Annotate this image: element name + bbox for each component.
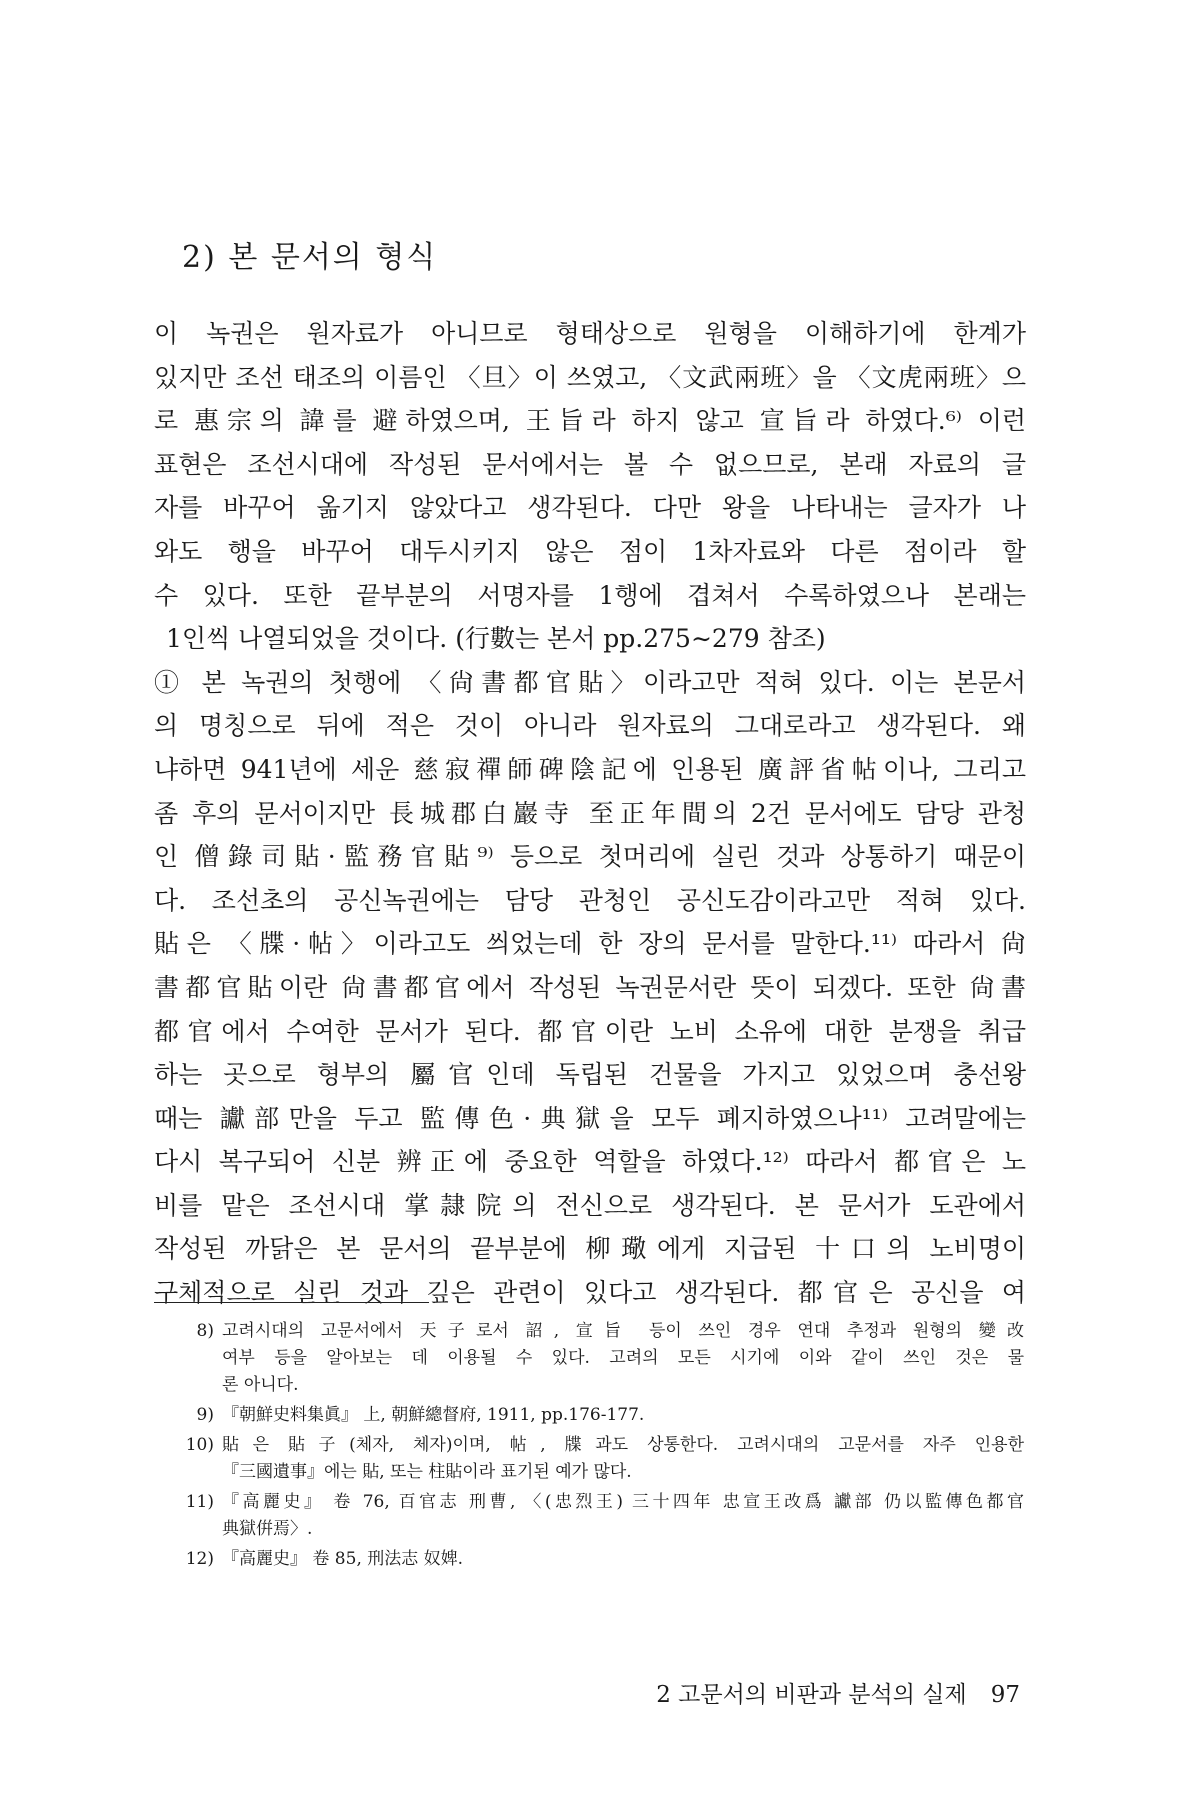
body-line: 구체적으로 실린 것과 깊은 관련이 있다고 생각된다. 都官은 공신을 여 — [154, 1278, 1026, 1308]
body-line: 비를 맡은 조선시대 掌隷院의 전신으로 생각된다. 본 문서가 도관에서 — [154, 1190, 1026, 1220]
body-text — [154, 312, 1026, 1315]
footnote-line: 『三國遺事』에는 貼, 또는 柱貼이라 표기된 예가 많다. — [222, 1462, 632, 1482]
footnote — [174, 1432, 1024, 1486]
footnote-number: 9) — [196, 1405, 214, 1425]
footnote-divider — [154, 1302, 429, 1303]
footnote-line: 『高麗史』 卷 85, 刑法志 奴婢. — [222, 1549, 464, 1569]
footnote-number: 12) — [185, 1549, 214, 1569]
footnote — [174, 1489, 1024, 1543]
body-line: 표현은 조선시대에 작성된 문서에서는 볼 수 없으므로, 본래 자료의 글 — [154, 449, 1026, 479]
body-line: 좀 후의 문서이지만 長城郡白巖寺 至正年間의 2건 문서에도 담당 관청 — [154, 798, 1026, 828]
footnote-line: 『朝鮮史料集眞』 上, 朝鮮總督府, 1911, pp.176-177. — [222, 1405, 645, 1425]
footnote — [174, 1402, 1024, 1429]
footnote — [174, 1318, 1024, 1399]
body-line: 하는 곳으로 형부의 屬官인데 독립된 건물을 가지고 있었으며 충선왕 — [154, 1060, 1026, 1090]
body-line: 다시 복구되어 신분 辨正에 중요한 역할을 하였다.¹²⁾ 따라서 都官은 노 — [154, 1147, 1026, 1177]
body-line: 있지만 조선 태조의 이름인 〈旦〉이 쓰였고, 〈文武兩班〉을 〈文虎兩班〉으 — [154, 362, 1026, 392]
footnote — [174, 1546, 1024, 1573]
footnote-line: 론 아니다. — [222, 1375, 299, 1395]
body-line: 작성된 까닭은 본 문서의 끝부분에 柳璥에게 지급된 十口의 노비명이 — [154, 1234, 1026, 1264]
body-line: 1인씩 나열되었을 것이다. (行數는 본서 pp.275∼279 참조) — [166, 624, 826, 654]
body-line: 수 있다. 또한 끝부분의 서명자를 1행에 겹쳐서 수록하였으나 본래는 — [154, 580, 1026, 610]
body-line: 다. 조선초의 공신녹권에는 담당 관청인 공신도감이라고만 적혀 있다. — [154, 885, 1026, 915]
footnote-line: 여부 등을 알아보는 데 이용될 수 있다. 고려의 모든 시기에 이와 같이 쓰인 것은 물 — [222, 1348, 1024, 1368]
body-line: 와도 행을 바꾸어 대두시키지 않은 점이 1차자료와 다른 점이라 할 — [154, 536, 1026, 566]
body-line: 이 녹권은 원자료가 아니므로 형태상으로 원형을 이해하기에 한계가 — [154, 319, 1026, 348]
page-number: 97 — [990, 1682, 1020, 1708]
body-line: 로 惠宗의 諱를 避하였으며, 王旨라 하지 않고 宣旨라 하였다.⁶⁾ 이런 — [154, 406, 1026, 436]
body-line: 냐하면 941년에 세운 慈寂禪師碑陰記에 인용된 廣評省帖이나, 그리고 — [154, 754, 1026, 784]
footnote-line: 典獄倂焉〉. — [222, 1519, 313, 1539]
footnote-line: 『高麗史』 卷 76, 百官志 刑曹, 〈(忠烈王) 三十四年 忠宣王改爲 讞部 仍以監傳色都官 — [222, 1492, 1024, 1512]
footnote-number: 10) — [185, 1435, 214, 1455]
footnote-number: 8) — [196, 1321, 214, 1341]
footnote-line: 고려시대의 고문서에서 天子로서 詔, 宣旨 등이 쓰인 경우 연대 추정과 원형의 變改 — [222, 1321, 1024, 1341]
body-line: 의 명칭으로 뒤에 적은 것이 아니라 원자료의 그대로라고 생각된다. 왜 — [154, 711, 1026, 741]
body-line: 때는 讞部만을 두고 監傳色·典獄을 모두 폐지하였으나¹¹⁾ 고려말에는 — [154, 1103, 1026, 1133]
body-line: ① 본 녹권의 첫행에 〈尙書都官貼〉이라고만 적혀 있다. 이는 본문서 — [154, 667, 1026, 697]
body-line: 貼은 〈牒·帖〉이라고도 씌었는데 한 장의 문서를 말한다.¹¹⁾ 따라서 尙 — [154, 929, 1026, 959]
page-footer — [600, 1676, 1020, 1709]
running-footer-chapter: 2 고문서의 비판과 분석의 실제 — [656, 1682, 967, 1708]
body-line: 都官에서 수여한 문서가 된다. 都官이란 노비 소유에 대한 분쟁을 취급 — [154, 1016, 1026, 1046]
footnotes — [174, 1318, 1024, 1576]
footnote-number: 11) — [185, 1492, 214, 1512]
section-heading: 2) 본 문서의 형식 — [182, 240, 438, 275]
body-line: 자를 바꾸어 옮기지 않았다고 생각된다. 다만 왕을 나타내는 글자가 나 — [154, 493, 1026, 523]
body-line: 書都官貼이란 尙書都官에서 작성된 녹권문서란 뜻이 되겠다. 또한 尙書 — [154, 972, 1026, 1002]
body-line: 인 僧錄司貼·監務官貼⁹⁾ 등으로 첫머리에 실린 것과 상통하기 때문이 — [154, 842, 1026, 872]
footnote-line: 貼은 貼子(체자, 체자)이며, 帖, 牒과도 상통한다. 고려시대의 고문서를 자주 인용한 — [222, 1435, 1024, 1455]
